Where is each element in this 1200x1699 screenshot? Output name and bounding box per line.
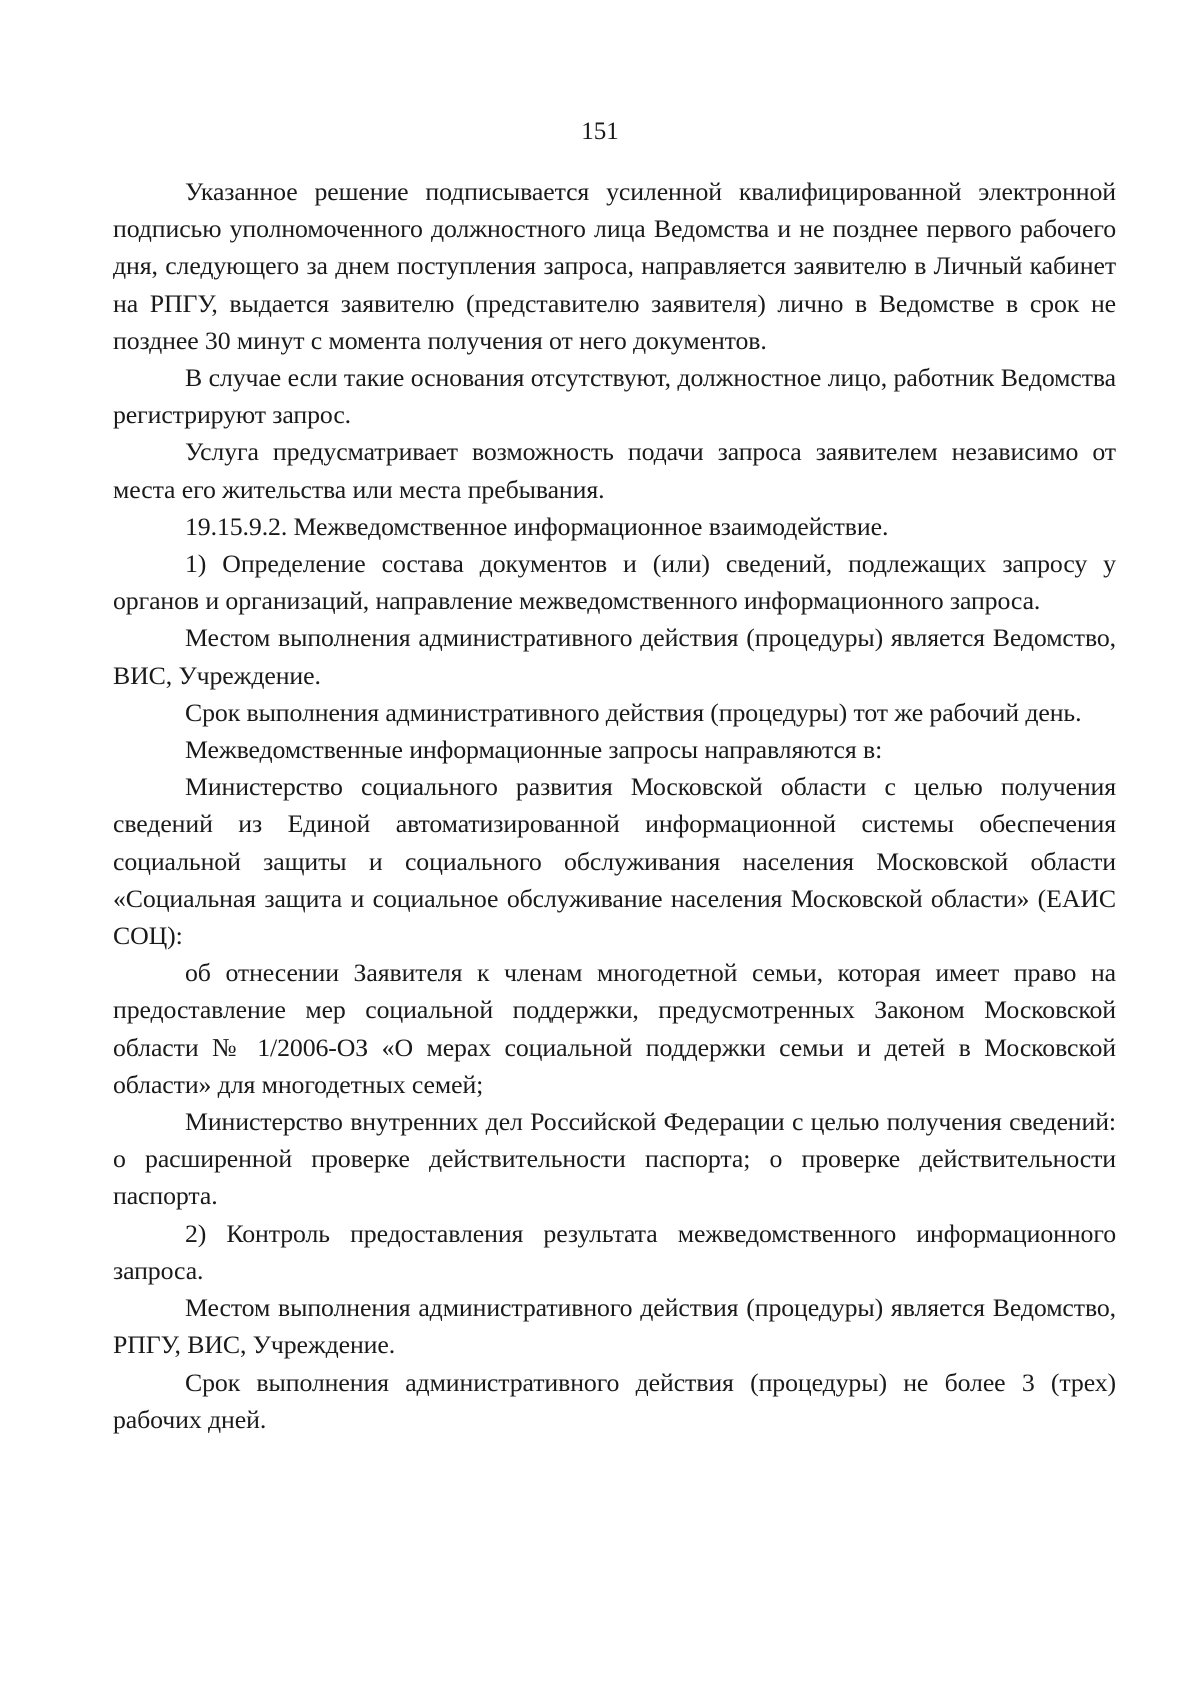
paragraph: В случае если такие основания отсутствуют, должностное лицо, работник Ведомства регистрируют запрос.: [113, 363, 1116, 430]
paragraph: Министерство социального развития Московской области с целью получения сведений из Единой автоматизированной информационной системы обеспечения социальной защиты и социального обслуживания населения Московской области «Социальная защита и социальное обслуживание населения Московской области» (ЕАИС СОЦ):: [113, 772, 1116, 951]
paragraph: Срок выполнения административного действия (процедуры) тот же рабочий день.: [185, 697, 1082, 727]
paragraph: Местом выполнения административного действия (процедуры) является Ведомство, ВИС, Учреждение.: [113, 623, 1116, 690]
paragraph: Министерство внутренних дел Российской Федерации с целью получения сведений: о расширенной проверке действительности паспорта; о проверке действительности паспорта.: [113, 1107, 1116, 1211]
paragraph: Межведомственные информационные запросы направляются в:: [185, 735, 883, 765]
paragraph: Указанное решение подписывается усиленной квалифицированной электронной подписью уполномоченного должностного лица Ведомства и не позднее первого рабочего дня, следующего за днем поступления запроса, направляется заявителю в Личный кабинет на РПГУ, выдается заявителю (представителю заявителя) лично в Ведомстве в срок не позднее 30 минут с момента получения от него документов.: [113, 177, 1116, 355]
paragraph: Местом выполнения административного действия (процедуры) является Ведомство, РПГУ, ВИС, Учреждение.: [113, 1293, 1116, 1360]
page-number: 151: [581, 118, 619, 145]
paragraph: 2) Контроль предоставления результата межведомственного информационного запроса.: [113, 1218, 1116, 1285]
document-body: [113, 173, 1116, 1438]
paragraph: Услуга предусматривает возможность подачи запроса заявителем независимо от места его жительства или места пребывания.: [113, 437, 1116, 504]
paragraph: об отнесении Заявителя к членам многодетной семьи, которая имеет право на предоставление мер социальной поддержки, предусмотренных Законом Московской области № 1/2006-ОЗ «О мерах социальной поддержки семьи и детей в Московской области» для многодетных семей;: [113, 958, 1116, 1099]
paragraph: 1) Определение состава документов и (или) сведений, подлежащих запросу у органов и организаций, направление межведомственного информационного запроса.: [113, 549, 1116, 616]
paragraph: Срок выполнения административного действия (процедуры) не более 3 (трех) рабочих дней.: [113, 1367, 1116, 1434]
paragraph: 19.15.9.2. Межведомственное информационное взаимодействие.: [185, 511, 889, 541]
